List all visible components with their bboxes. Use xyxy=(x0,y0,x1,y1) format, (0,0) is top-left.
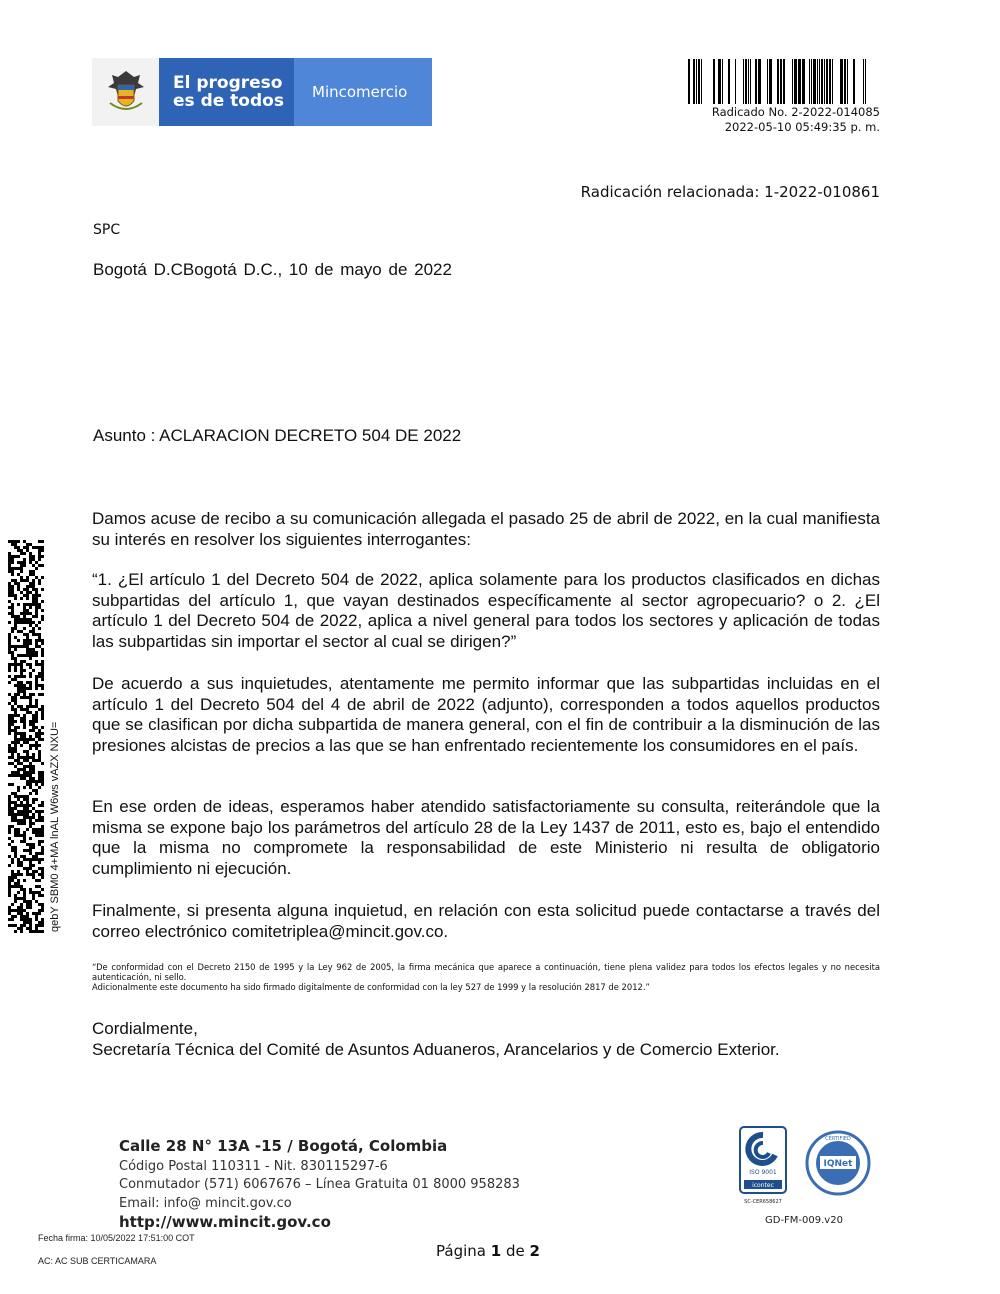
logo-ministry: Mincomercio xyxy=(294,58,432,126)
verification-qr-strip-icon xyxy=(8,540,44,933)
footer-email: Email: info@ mincit.gov.co xyxy=(119,1196,292,1211)
form-code: GD-FM-009.v20 xyxy=(765,1215,843,1226)
radicado-number: Radicado No. 2-2022-014085 xyxy=(711,105,880,119)
logo-slogan-line2: es de todos xyxy=(173,91,284,111)
subject-line: Asunto : ACLARACION DECRETO 504 DE 2022 xyxy=(93,426,462,445)
paragraph-contact: Finalmente, si presenta alguna inquietud, en relación con esta solicitud puede contactarse a través del correo electrónico comitetriplea@mincit.gov.co. xyxy=(92,901,880,941)
cert-certified-label: CERTIFIED xyxy=(825,1136,851,1142)
footer-address: Calle 28 N° 13A -15 / Bogotá, Colombia xyxy=(119,1137,448,1155)
paragraph-questions: “1. ¿El artículo 1 del Decreto 504 de 2022, aplica solamente para los productos clasificados en dichas subpartidas del artículo 1, que vayan destinados específicamente al sector agropecuario? o 2. ¿El artículo 1 del Decreto 504 de 2022, aplica a nivel general para todos los sectores y aplicación de todas las subpartidas sin importar el sector al cual se dirigen?” xyxy=(92,570,880,651)
footer-phone: Conmutador (571) 6067676 – Línea Gratuita 01 8000 958283 xyxy=(119,1177,520,1192)
paragraph-acknowledgment: Damos acuse de recibo a su comunicación allegada el pasado 25 de abril de 2022, en la cual manifiesta su interés en resolver los siguientes interrogantes: xyxy=(92,509,880,549)
page-number xyxy=(436,1242,540,1260)
verification-code: qebY SBM0 4+MA lnAL W6ws vAZX NXU= xyxy=(49,721,61,932)
recipient-code: SPC xyxy=(93,222,121,238)
closing-salutation: Cordialmente, xyxy=(92,1019,198,1038)
cert-code-label: SC-CER658627 xyxy=(744,1199,782,1205)
page-current: 1 xyxy=(490,1242,502,1260)
paragraph-legal-basis: En ese orden de ideas, esperamos haber atendido satisfactoriamente su consulta, reiterándole que la misma se expone bajo los parámetros del artículo 28 de la Ley 1437 de 2011, esto es, bajo el entendido que la misma no compromete la responsabilidad de este Ministerio ni resulta de obligatorio cumplimiento ni ejecución. xyxy=(92,797,880,878)
paragraph-answer: De acuerdo a sus inquietudes, atentamente me permito informar que las subpartidas incluidas en el artículo 1 del Decreto 504 del 4 de abril de 2022 (adjunto), corresponden a todos aquellos productos que se clasifican por dicha subpartida de manera general, con el fin de contribuir a la disminución de las presiones alcistas de precios a las que se han enfrentado recientemente los consumidores en el país. xyxy=(92,674,880,755)
legal-notice-line2: Adicionalmente este documento ha sido firmado digitalmente de conformidad con la ley 527 de 1999 y la resolución 2817 de 2012.” xyxy=(92,982,650,992)
colombia-seal-icon xyxy=(92,58,159,126)
radicado-barcode-icon xyxy=(688,59,880,104)
signature-date: Fecha firma: 10/05/2022 17:51:00 COT xyxy=(38,1233,195,1243)
radicado-date: 2022-05-10 05:49:35 p. m. xyxy=(724,120,880,134)
logo-slogan xyxy=(159,58,294,126)
page-label: Página xyxy=(436,1242,486,1260)
closing-signatory: Secretaría Técnica del Comité de Asuntos Aduaneros, Arancelarios y de Comercio Exterior. xyxy=(92,1040,780,1059)
legal-notice xyxy=(92,962,880,992)
footer-postal: Código Postal 110311 - Nit. 830115297-6 xyxy=(119,1159,388,1174)
mincomercio-logo xyxy=(92,58,432,126)
legal-notice-line1: “De conformidad con el Decreto 2150 de 1995 y la Ley 962 de 2005, la firma mecánica que aparece a continuación, tiene plena validez para todos los efectos legales y no necesita autenticación, ni sello. xyxy=(92,962,880,982)
closing xyxy=(92,1018,780,1060)
cert-icontec-label: icontec xyxy=(752,1182,774,1189)
city-date: Bogotá D.CBogotá D.C., 10 de mayo de 2022 xyxy=(93,260,452,279)
page-total: 2 xyxy=(529,1242,540,1260)
logo-slogan-line1: El progreso xyxy=(173,73,283,93)
page-of: de xyxy=(505,1242,525,1260)
certification-badges xyxy=(738,1125,873,1210)
related-filing: Radicación relacionada: 1-2022-010861 xyxy=(580,183,880,201)
certificate-authority: AC: AC SUB CERTICAMARA xyxy=(38,1256,157,1266)
cert-iqnet-label: IQNet xyxy=(823,1159,853,1169)
certification-badges-icon xyxy=(738,1125,873,1210)
footer-website-link[interactable]: http://www.mincit.gov.co xyxy=(119,1213,331,1231)
cert-iso-label: ISO 9001 xyxy=(749,1169,777,1176)
